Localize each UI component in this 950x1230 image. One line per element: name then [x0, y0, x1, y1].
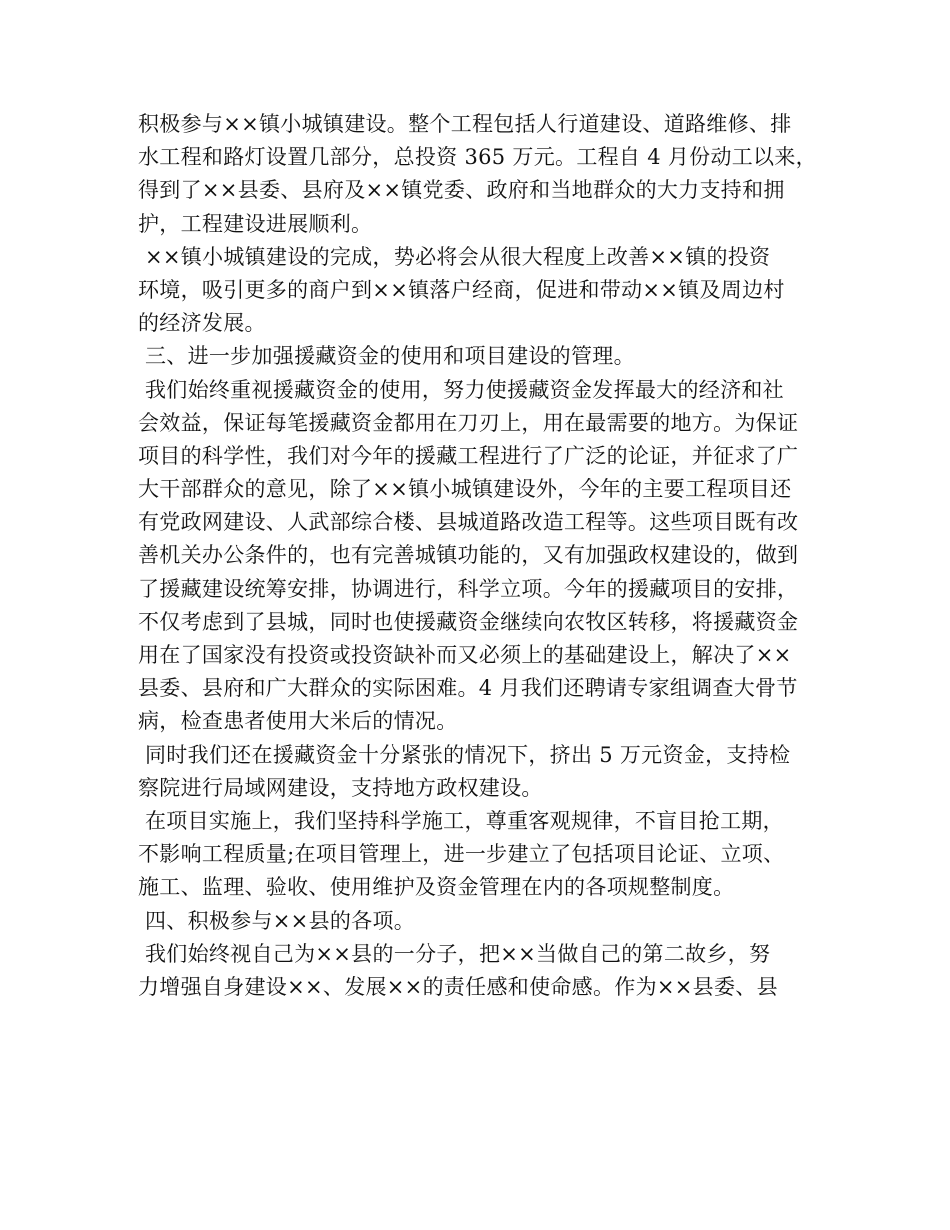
text-line: 我们始终视自己为××县的一分子，把××当做自己的第二故乡，努: [138, 941, 771, 966]
text-line: 得到了××县委、县府及××镇党委、政府和当地群众的大力支持和拥: [138, 178, 785, 203]
body-text: [138, 108, 818, 1004]
text-line: ××镇小城镇建设的完成，势必将会从很大程度上改善××镇的投资: [138, 244, 771, 269]
section-heading: 四、积极参与××县的各项。: [138, 908, 416, 933]
text-line: 同时我们还在援藏资金十分紧张的情况下，挤出 5 万元资金，支持检: [138, 742, 791, 767]
text-line: 护，工程建设进展顺利。: [138, 211, 373, 236]
section-heading: 三、进一步加强援藏资金的使用和项目建设的管理。: [138, 344, 635, 369]
text-line: 施工、监理、验收、使用维护及资金管理在内的各项规整制度。: [138, 875, 735, 900]
text-line: 用在了国家没有投资或投资缺补而又必须上的基础建设上，解决了××: [138, 643, 792, 667]
text-line: 水工程和路灯设置几部分，总投资 365 万元。工程自 4 月份动工以来，: [138, 145, 817, 170]
text-line: 察院进行局域网建设，支持地方政权建设。: [138, 775, 543, 800]
text-line: 积极参与××镇小城镇建设。整个工程包括人行道建设、道路维修、排: [138, 112, 792, 136]
text-line: 不影响工程质量;在项目管理上，进一步建立了包括项目论证、立项、: [138, 842, 785, 867]
text-line: 在项目实施上，我们坚持科学施工，尊重客观规律，不盲目抢工期，: [138, 808, 784, 833]
text-line: 了援藏建设统筹安排，协调进行，科学立项。今年的援藏项目的安排，: [138, 576, 799, 601]
text-line: 的经济发展。: [138, 311, 266, 336]
text-line: 项目的科学性，我们对今年的援藏工程进行了广泛的论证，并征求了广: [138, 443, 799, 468]
text-line: 我们始终重视援藏资金的使用，努力使援藏资金发挥最大的经济和社: [138, 377, 784, 402]
text-line: 有党政网建设、人武部综合楼、县城道路改造工程等。这些项目既有改: [138, 510, 799, 535]
text-line: 大干部群众的意见，除了××镇小城镇建设外，今年的主要工程项目还: [138, 477, 792, 502]
text-line: 不仅考虑到了县城，同时也使援藏资金继续向农牧区转移，将援藏资金: [138, 609, 799, 634]
text-line: 力增强自身建设××、发展××的责任感和使命感。作为××县委、县: [138, 974, 778, 999]
text-line: 环境，吸引更多的商户到××镇落户经商，促进和带动××镇及周边村: [138, 277, 785, 302]
text-line: 会效益，保证每笔援藏资金都用在刀刃上，用在最需要的地方。为保证: [138, 410, 799, 435]
text-line: 病，检查患者使用大米后的情况。: [138, 709, 458, 734]
text-line: 善机关办公条件的，也有完善城镇功能的，又有加强政权建设的，做到: [138, 543, 799, 568]
text-line: 县委、县府和广大群众的实际困难。4 月我们还聘请专家组调查大骨节: [138, 676, 798, 701]
